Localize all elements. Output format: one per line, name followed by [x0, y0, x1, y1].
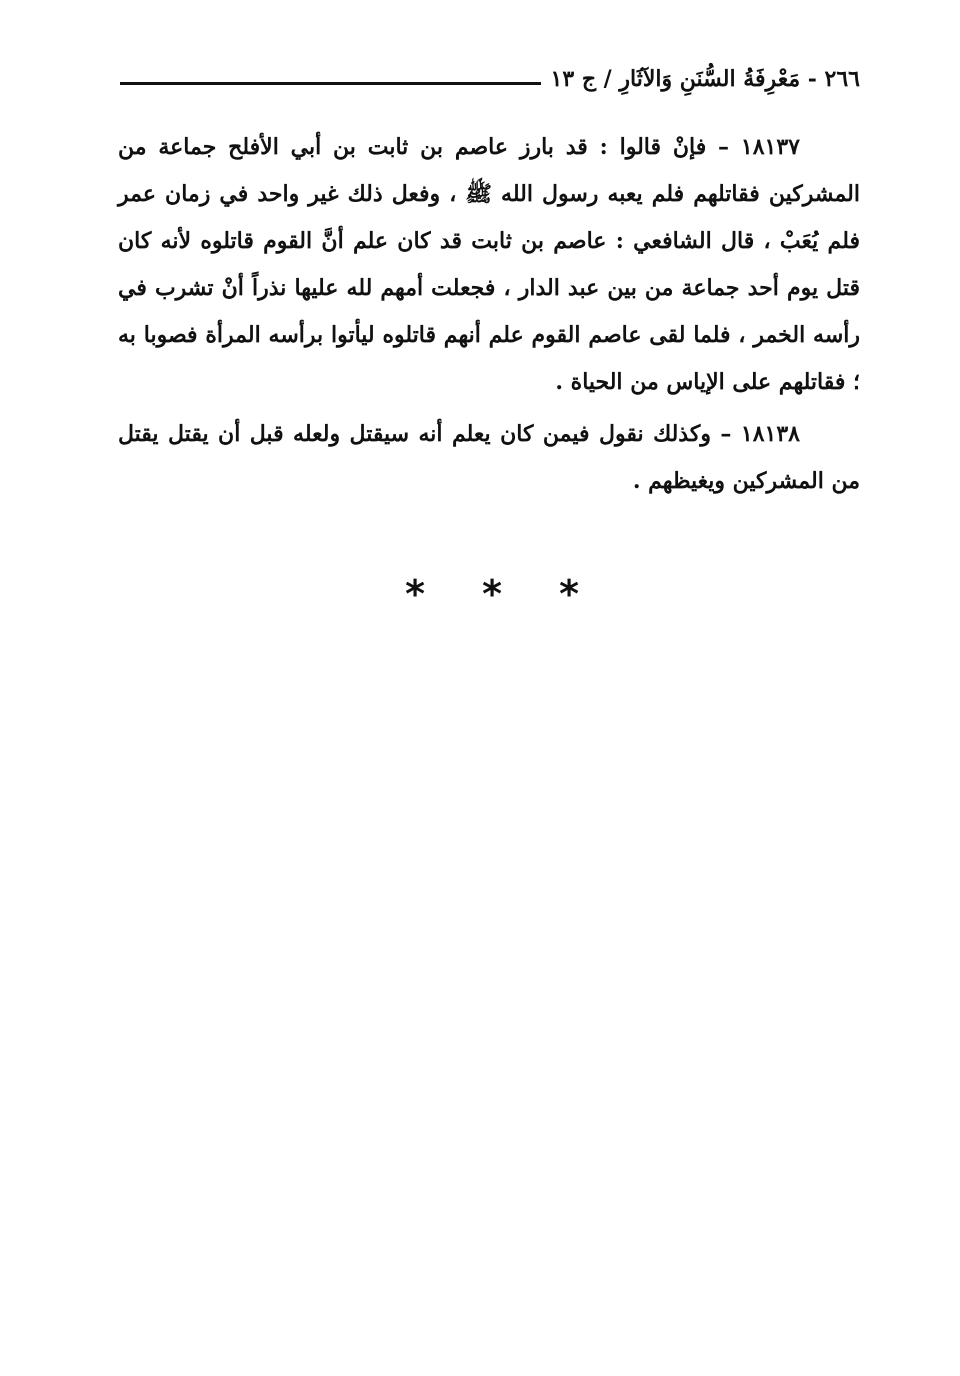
- paragraph-18137: [118, 124, 860, 406]
- asterisk-icon: *: [482, 572, 502, 616]
- paragraph-number: ١٨١٣٧: [740, 134, 800, 160]
- asterisk-icon: *: [405, 572, 425, 616]
- section-separator: [400, 572, 584, 616]
- paragraph-number: ١٨١٣٨: [740, 421, 800, 447]
- asterisk-icon: *: [559, 572, 579, 616]
- paragraph-text: – وكذلك نقول فيمن كان يعلم أنه سيقتل ولعله قبل أن يقتل يقتل من المشركين ويغيظهم .: [118, 421, 860, 494]
- running-title: ٢٦٦ - مَعْرِفَةُ السُّنَنِ وَالآثَارِ / ج ١٣: [541, 62, 860, 96]
- paragraph-18138: [118, 411, 860, 505]
- body-text: [118, 124, 860, 510]
- page-header: [120, 62, 860, 96]
- paragraph-text: – فإنْ قالوا : قد بارز عاصم بن ثابت بن أبي الأفلح جماعة من المشركين فقاتلهم فلم يعبه رسول الله ﷺ ، وفعل ذلك غير واحد في زمان عمر فلم يُعَبْ ، قال الشافعي : عاصم بن ثابت قد كان علم أنَّ القوم قاتلوه لأنه كان قتل يوم أحد جماعة من بين عبد الدار ، فجعلت أمهم لله عليها نذراً أنْ تشرب في رأسه الخمر ، فلما لقى عاصم القوم علم أنهم قاتلوه ليأتوا برأسه المرأة فصوبا به ؛ فقاتلهم على الإياس من الحياة .: [118, 134, 860, 395]
